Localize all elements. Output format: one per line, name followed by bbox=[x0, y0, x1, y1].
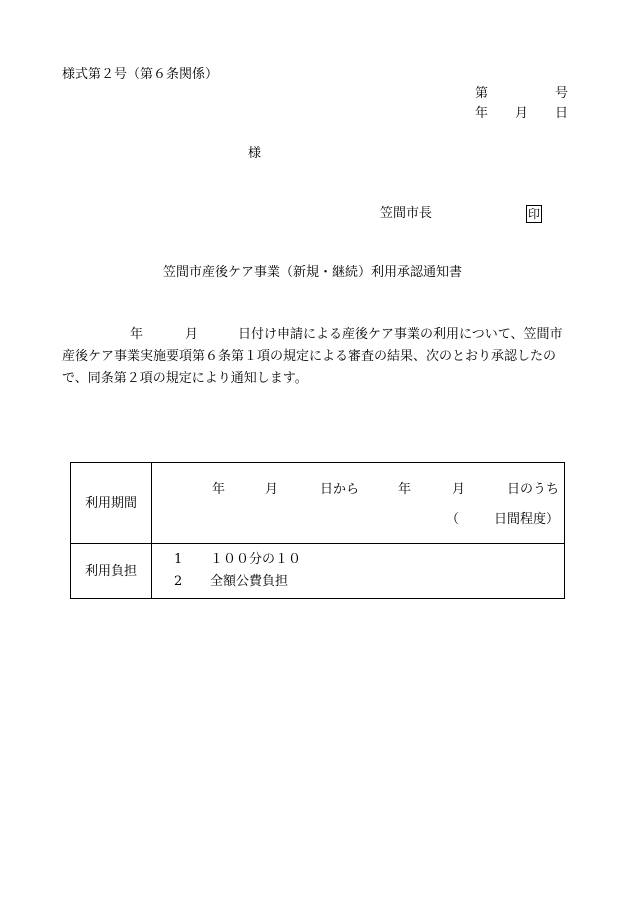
period-days-close: 日間程度） bbox=[494, 512, 560, 527]
period-end-month: 月 bbox=[452, 482, 466, 497]
period-end-year: 年 bbox=[398, 482, 412, 497]
number-prefix: 第 bbox=[475, 86, 489, 101]
burden-option-1-num: 1 bbox=[174, 552, 183, 567]
date-year: 年 bbox=[475, 106, 489, 121]
form-label: 様式第２号（第６条関係） bbox=[62, 67, 219, 82]
addressee-honorific: 様 bbox=[248, 146, 262, 161]
period-start-day-from: 日から bbox=[320, 482, 360, 497]
details-table bbox=[70, 462, 565, 599]
burden-option-2-text: 全額公費負担 bbox=[210, 574, 289, 589]
seal-mark: 印 bbox=[528, 207, 541, 221]
period-value-cell bbox=[152, 463, 565, 544]
burden-option-2-num: 2 bbox=[174, 574, 183, 589]
period-end-day-within: 日のうち bbox=[507, 482, 560, 497]
date-month: 月 bbox=[515, 106, 529, 121]
body-line-1 bbox=[62, 324, 582, 346]
period-open-paren: （ bbox=[446, 512, 460, 527]
period-start-month: 月 bbox=[265, 482, 279, 497]
body-line-2: 産後ケア事業実施要項第６条第１項の規定による審査の結果、次のとおり承認したの bbox=[62, 349, 557, 364]
body-year: 年 bbox=[130, 327, 144, 342]
burden-option-1-text: １００分の１０ bbox=[210, 552, 302, 567]
date-day: 日 bbox=[555, 106, 569, 121]
burden-value-cell bbox=[152, 544, 565, 599]
document-title: 笠間市産後ケア事業（新規・継続）利用承認通知書 bbox=[163, 265, 463, 280]
number-suffix: 号 bbox=[555, 86, 569, 101]
period-label: 利用期間 bbox=[71, 463, 152, 544]
body-line-1-rest: 日付け申請による産後ケア事業の利用について、笠間市 bbox=[238, 327, 563, 342]
period-row bbox=[71, 463, 565, 544]
burden-row bbox=[71, 544, 565, 599]
body-paragraph bbox=[62, 324, 582, 390]
burden-label: 利用負担 bbox=[71, 544, 152, 599]
body-month: 月 bbox=[185, 327, 199, 342]
issuer-title: 笠間市長 bbox=[380, 206, 433, 221]
period-start-year: 年 bbox=[212, 482, 226, 497]
body-line-3: で、同条第２項の規定により通知します。 bbox=[62, 371, 308, 386]
